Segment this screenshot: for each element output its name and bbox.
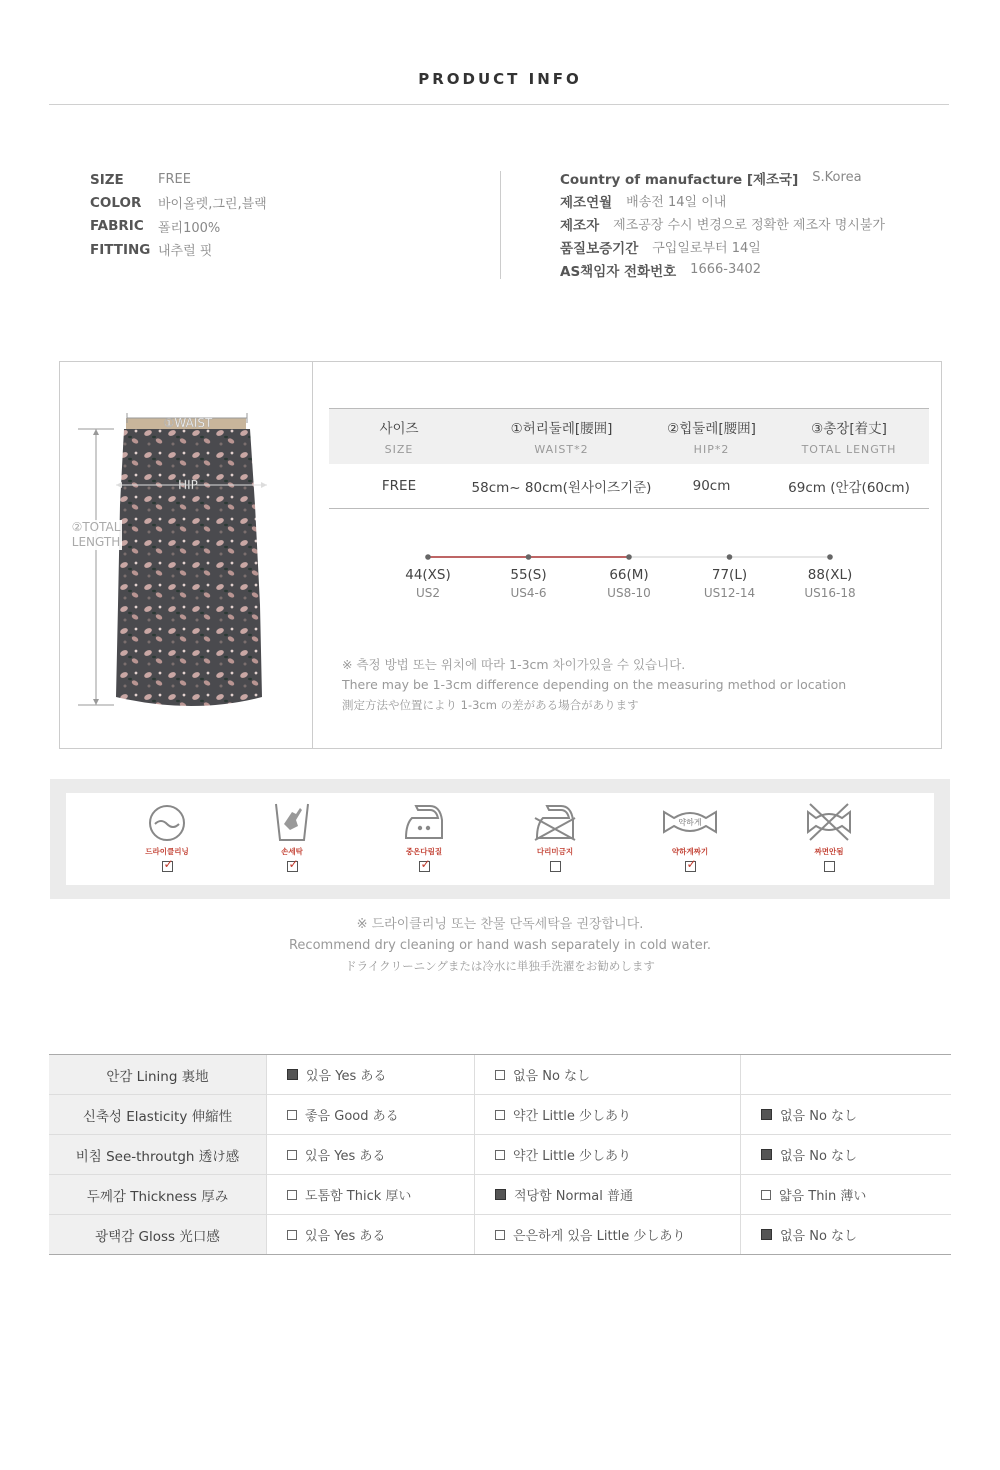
header-cell-length	[769, 409, 929, 464]
scale-size-kr: 44(XS)	[405, 567, 451, 583]
scale-label	[388, 567, 468, 600]
attr-row-see-through	[49, 1135, 951, 1175]
care-checkbox[interactable]	[162, 857, 174, 872]
info-row-country	[560, 166, 885, 189]
care-item-dry-clean	[127, 800, 207, 872]
no-wring-icon	[804, 800, 854, 844]
attr-option	[267, 1175, 475, 1214]
care-checkbox[interactable]	[824, 861, 835, 872]
option-label: 있음 Yes ある	[305, 1229, 386, 1244]
header-ko: ①허리둘레[腰囲]	[510, 421, 613, 437]
header-cell-hip	[654, 409, 769, 464]
option-checkbox[interactable]	[761, 1149, 772, 1160]
care-checkbox[interactable]	[287, 857, 299, 872]
header-en: HIP*2	[693, 443, 730, 456]
option-checkbox[interactable]	[287, 1230, 297, 1240]
hand-wash-icon	[270, 800, 314, 844]
attr-row-lining	[49, 1055, 951, 1095]
attr-option	[267, 1135, 475, 1174]
scale-size-kr: 88(XL)	[807, 567, 853, 583]
measure-note-ja: 測定方法や位置により 1-3cm の差がある場合があります	[342, 698, 639, 712]
header-cell-size	[329, 409, 469, 464]
header-divider	[49, 104, 949, 105]
care-item-no-wring	[789, 800, 869, 872]
attr-option	[267, 1055, 475, 1094]
option-label: 약간 Little 少しあり	[513, 1109, 632, 1124]
attr-option	[741, 1175, 951, 1214]
care-note-ja: ドライクリーニングまたは冷水に単独手洗濯をお勧めします	[345, 959, 655, 973]
care-item-hand-wash	[252, 800, 332, 872]
info-key: AS책임자 전화번호	[560, 263, 677, 280]
check-icon: ✓	[686, 857, 697, 871]
care-checkbox[interactable]	[550, 861, 561, 872]
scale-size-kr: 77(L)	[711, 567, 748, 583]
attr-option	[475, 1055, 741, 1094]
scale-size-us: US4-6	[510, 586, 547, 600]
gentle-wring-text: 약하게	[678, 818, 702, 827]
option-checkbox[interactable]	[495, 1230, 505, 1240]
size-scale	[400, 545, 860, 615]
scale-label	[690, 567, 770, 600]
care-label: 다리미금지	[536, 847, 574, 856]
care-item-iron-medium	[384, 800, 464, 872]
care-note-ko: ※ 드라이클리닝 또는 찬물 단독세탁을 권장합니다.	[356, 917, 644, 932]
info-key: SIZE	[90, 171, 124, 188]
info-row-as-phone	[560, 258, 885, 281]
scale-size-kr: 55(S)	[510, 567, 547, 583]
check-icon: ✓	[163, 857, 174, 871]
attr-option	[267, 1215, 475, 1254]
option-checkbox[interactable]	[287, 1069, 298, 1080]
measure-note	[342, 655, 846, 715]
info-key: 제조연월	[560, 194, 613, 211]
dry-clean-icon	[145, 800, 189, 844]
size-scale-line	[400, 545, 860, 565]
iron-medium-icon	[402, 800, 446, 844]
info-row-size	[90, 168, 267, 191]
option-checkbox[interactable]	[761, 1109, 772, 1120]
info-row-fabric	[90, 215, 267, 238]
info-value: 1666-3402	[690, 262, 762, 277]
scale-size-us: US2	[415, 586, 441, 600]
info-key: COLOR	[90, 194, 142, 211]
scale-point	[626, 554, 632, 560]
cell-size: FREE	[381, 478, 417, 494]
info-row-manufacturer	[560, 212, 885, 235]
care-note-en: Recommend dry cleaning or hand wash separately in cold water.	[288, 937, 711, 953]
option-label: 적당함 Normal 普通	[514, 1189, 633, 1204]
option-checkbox[interactable]	[495, 1150, 505, 1160]
length-label-line1: ②TOTAL	[71, 520, 121, 534]
check-icon: ✓	[420, 857, 431, 871]
attr-option	[475, 1215, 741, 1254]
fabric-attributes-table	[49, 1054, 951, 1255]
size-table-row	[329, 464, 929, 509]
scale-label	[790, 567, 870, 600]
length-label-line2: LENGTH	[71, 535, 121, 549]
attr-row-thickness	[49, 1175, 951, 1215]
size-guide-divider	[312, 361, 313, 749]
skirt-image	[70, 405, 305, 740]
attr-option-empty	[741, 1055, 951, 1094]
info-value: 배송전 14일 이내	[626, 195, 727, 210]
scale-size-us: US16-18	[804, 586, 856, 600]
info-key: 품질보증기간	[560, 240, 639, 257]
option-checkbox[interactable]	[287, 1150, 297, 1160]
scale-point	[425, 554, 431, 560]
header-en: TOTAL LENGTH	[801, 443, 897, 456]
attr-row-elasticity	[49, 1095, 951, 1135]
basic-info-right	[560, 166, 885, 281]
option-label: 얇음 Thin 薄い	[779, 1189, 867, 1204]
measure-note-ko: ※ 측정 방법 또는 위치에 따라 1-3cm 차이가있을 수 있습니다.	[342, 657, 686, 672]
care-label: 드라이클리닝	[145, 847, 189, 856]
attr-option	[741, 1215, 951, 1254]
header-cell-waist	[469, 409, 654, 464]
scale-point	[526, 554, 532, 560]
info-row-color	[90, 191, 267, 214]
option-label: 도톰함 Thick 厚い	[305, 1189, 412, 1204]
care-label: 중온다림질	[405, 847, 443, 856]
scale-size-kr: 66(M)	[609, 567, 649, 583]
care-checkbox[interactable]	[419, 857, 431, 872]
header-ko: 사이즈	[379, 421, 419, 437]
care-checkbox[interactable]	[685, 857, 697, 872]
care-item-gentle-wring	[650, 800, 730, 872]
skirt-measure-diagram	[70, 405, 305, 740]
option-label: 있음 Yes ある	[305, 1149, 386, 1164]
header-ko: ②힙둘레[腰囲]	[667, 421, 756, 437]
header-ko: ③총장[着丈]	[811, 421, 887, 437]
scale-size-us: US12-14	[703, 586, 756, 600]
size-table	[329, 408, 929, 509]
care-note	[0, 915, 1000, 977]
cell-waist: 58cm~ 80cm(원사이즈기준)	[471, 480, 652, 496]
option-label: 있음 Yes ある	[306, 1069, 387, 1084]
info-value: S.Korea	[812, 170, 862, 185]
care-label: 짜면안됨	[814, 847, 844, 856]
attr-option	[475, 1175, 741, 1214]
skirt-body	[116, 429, 262, 706]
info-value: 제조공장 수시 변경으로 정확한 제조자 명시불가	[613, 218, 885, 233]
option-checkbox[interactable]	[761, 1190, 771, 1200]
attr-name: 두께감 Thickness 厚み	[49, 1175, 267, 1214]
info-value: 바이올렛,그린,블랙	[158, 197, 267, 213]
attr-row-gloss	[49, 1215, 951, 1255]
option-checkbox[interactable]	[495, 1189, 506, 1200]
scale-label	[589, 567, 669, 600]
info-key: Country of manufacture [제조국]	[560, 171, 799, 188]
info-divider	[500, 171, 501, 279]
cell-hip: 90cm	[692, 478, 731, 494]
info-row-warranty	[560, 235, 885, 258]
info-value: 폴리100%	[158, 220, 221, 236]
care-label: 손세탁	[281, 847, 303, 856]
info-key: FITTING	[90, 241, 151, 258]
attr-name: 신축성 Elasticity 伸縮性	[49, 1095, 267, 1134]
info-row-manufacture-date	[560, 189, 885, 212]
option-label: 없음 No なし	[780, 1109, 858, 1124]
option-label: 없음 No なし	[513, 1069, 591, 1084]
option-label: 은은하게 있음 Little 少しあり	[513, 1229, 686, 1244]
basic-info-left	[90, 168, 267, 261]
header-en: SIZE	[384, 443, 414, 456]
scale-point	[727, 554, 733, 560]
option-checkbox[interactable]	[287, 1110, 297, 1120]
info-key: FABRIC	[90, 218, 144, 235]
option-label: 약간 Little 少しあり	[513, 1149, 632, 1164]
attr-option	[267, 1095, 475, 1134]
attr-name: 비침 See-throutgh 透け感	[49, 1135, 267, 1174]
info-key: 제조자	[560, 217, 600, 234]
measure-note-en: There may be 1-3cm difference depending on the measuring method or location	[342, 677, 847, 692]
option-checkbox[interactable]	[495, 1110, 505, 1120]
scale-label	[489, 567, 569, 600]
option-checkbox[interactable]	[287, 1190, 297, 1200]
care-item-no-iron	[515, 800, 595, 872]
scale-point	[827, 554, 833, 560]
option-label: 없음 No なし	[780, 1229, 858, 1244]
attr-option	[475, 1095, 741, 1134]
option-label: 좋음 Good ある	[305, 1109, 399, 1124]
check-icon: ✓	[288, 857, 299, 871]
attr-option	[741, 1095, 951, 1134]
page-title: PRODUCT INFO	[418, 70, 582, 88]
care-label: 약하게짜기	[671, 847, 709, 856]
no-iron-icon	[533, 800, 577, 844]
gentle-wring-icon	[660, 800, 720, 844]
option-label: 없음 No なし	[780, 1149, 858, 1164]
info-row-fitting	[90, 238, 267, 261]
option-checkbox[interactable]	[761, 1229, 772, 1240]
info-value: 구입일로부터 14일	[652, 241, 761, 256]
size-table-header	[329, 408, 929, 464]
attr-name: 광택감 Gloss 光口感	[49, 1215, 267, 1254]
waist-label: ①WAIST	[163, 416, 213, 430]
option-checkbox[interactable]	[495, 1070, 505, 1080]
scale-size-us: US8-10	[607, 586, 651, 600]
hip-label: HIP	[178, 478, 198, 492]
header-en: WAIST*2	[534, 443, 589, 456]
attr-option	[741, 1135, 951, 1174]
cell-length: 69cm (안감(60cm)	[788, 480, 910, 496]
attr-name: 안감 Lining 裏地	[49, 1055, 267, 1094]
attr-option	[475, 1135, 741, 1174]
info-value: FREE	[158, 172, 191, 188]
info-value: 내추럴 핏	[158, 244, 213, 260]
